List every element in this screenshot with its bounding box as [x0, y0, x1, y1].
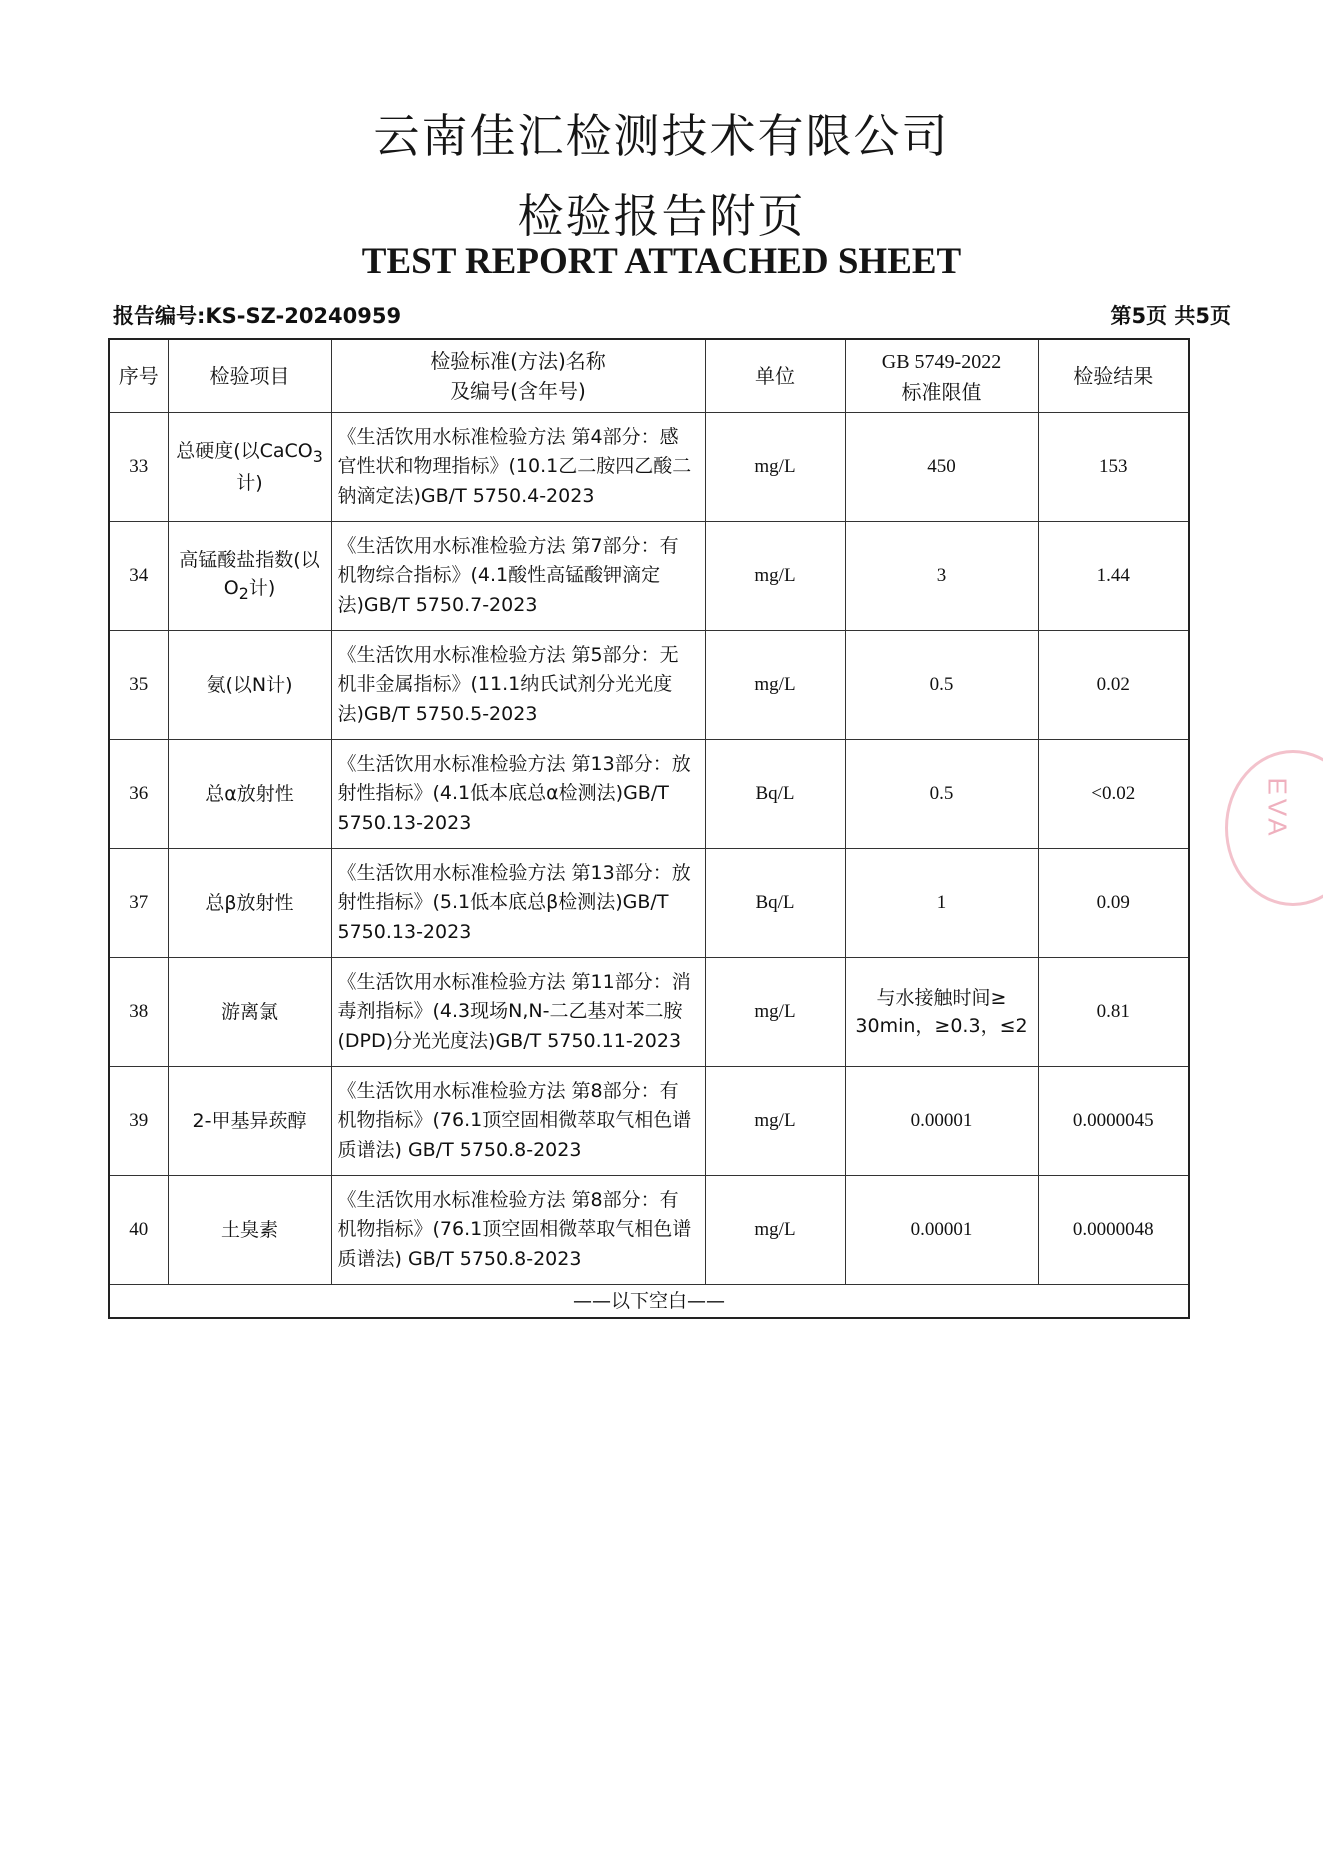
- cell-unit: mg/L: [705, 958, 845, 1067]
- col-header-limit-line1: GB 5749-2022: [881, 350, 1002, 373]
- cell-item-subscript: 2: [238, 584, 249, 604]
- cell-limit: 0.5: [845, 740, 1038, 849]
- sheet-title-en: TEST REPORT ATTACHED SHEET: [361, 241, 962, 282]
- cell-method: 《生活饮用水标准检验方法 第5部分：无机非金属指标》(11.1纳氏试剂分光光度法)GB/T 5750.5-2023: [331, 631, 705, 740]
- cell-item: [168, 413, 331, 522]
- table-row: [109, 740, 1189, 849]
- table-header-row: [109, 339, 1189, 413]
- table-row: [109, 413, 1189, 522]
- cell-method: 《生活饮用水标准检验方法 第8部分：有机物指标》(76.1顶空固相微萃取气相色谱质谱法) GB/T 5750.8-2023: [331, 1067, 705, 1176]
- test-results-table: [108, 338, 1190, 1319]
- cell-result: 0.0000045: [1038, 1067, 1189, 1176]
- cell-result: 1.44: [1038, 522, 1189, 631]
- cell-seq: 35: [109, 631, 168, 740]
- col-header-seq: 序号: [109, 339, 168, 413]
- cell-item-text: 总硬度(以CaCO: [176, 439, 313, 462]
- seal-stamp-text: EVA: [1262, 777, 1293, 840]
- cell-method: 《生活饮用水标准检验方法 第8部分：有机物指标》(76.1顶空固相微萃取气相色谱质谱法) GB/T 5750.8-2023: [331, 1176, 705, 1285]
- table-row: [109, 522, 1189, 631]
- cell-result: 0.0000048: [1038, 1176, 1189, 1285]
- cell-unit: mg/L: [705, 1067, 845, 1176]
- cell-limit: [845, 958, 1038, 1067]
- table-row: [109, 849, 1189, 958]
- cell-seq: 39: [109, 1067, 168, 1176]
- cell-limit: 0.00001: [845, 1067, 1038, 1176]
- table-row: [109, 631, 1189, 740]
- cell-result: 0.09: [1038, 849, 1189, 958]
- cell-item-text: 高锰酸盐指数(以O: [179, 548, 320, 600]
- cell-method: 《生活饮用水标准检验方法 第4部分：感官性状和物理指标》(10.1乙二胺四乙酸二钠滴定法)GB/T 5750.4-2023: [331, 413, 705, 522]
- cell-limit: 3: [845, 522, 1038, 631]
- cell-seq: 40: [109, 1176, 168, 1285]
- cell-unit: mg/L: [705, 413, 845, 522]
- col-header-standard: [331, 339, 705, 413]
- cell-method: 《生活饮用水标准检验方法 第7部分：有机物综合指标》(4.1酸性高锰酸钾滴定法)GB/T 5750.7-2023: [331, 522, 705, 631]
- company-name: 云南佳汇检测技术有限公司: [373, 109, 950, 163]
- cell-item: 游离氯: [168, 958, 331, 1067]
- cell-item-text-tail: 计): [236, 471, 263, 494]
- cell-limit-line2: 30min，≥0.3，≤2: [855, 1015, 1028, 1037]
- cell-method: 《生活饮用水标准检验方法 第13部分：放射性指标》(4.1低本底总α检测法)GB/T 5750.13-2023: [331, 740, 705, 849]
- cell-limit: 1: [845, 849, 1038, 958]
- cell-item: 总β放射性: [168, 849, 331, 958]
- col-header-item: 检验项目: [168, 339, 331, 413]
- cell-result: 0.81: [1038, 958, 1189, 1067]
- cell-limit: 0.5: [845, 631, 1038, 740]
- cell-item-text-tail: 计): [248, 577, 276, 600]
- cell-seq: 34: [109, 522, 168, 631]
- cell-item: 总α放射性: [168, 740, 331, 849]
- table-row: [109, 1176, 1189, 1285]
- cell-item: 2-甲基异莰醇: [168, 1067, 331, 1176]
- blank-below-note: ——以下空白——: [109, 1285, 1189, 1319]
- cell-limit: 0.00001: [845, 1176, 1038, 1285]
- cell-unit: Bq/L: [705, 849, 845, 958]
- sheet-title-cn: 检验报告附页: [517, 189, 806, 243]
- report-number: 报告编号:KS-SZ-20240959: [113, 304, 402, 328]
- col-header-standard-line1: 检验标准(方法)名称: [430, 349, 606, 373]
- col-header-result: 检验结果: [1038, 339, 1189, 413]
- col-header-limit-line2: 标准限值: [901, 379, 982, 404]
- cell-result: 153: [1038, 413, 1189, 522]
- cell-unit: mg/L: [705, 1176, 845, 1285]
- cell-unit: mg/L: [705, 631, 845, 740]
- cell-limit-line1: 与水接触时间≥: [876, 986, 1007, 1009]
- page-indicator: 第5页 共5页: [1110, 304, 1231, 328]
- cell-result: <0.02: [1038, 740, 1189, 849]
- cell-item: [168, 522, 331, 631]
- cell-seq: 37: [109, 849, 168, 958]
- cell-method: 《生活饮用水标准检验方法 第13部分：放射性指标》(5.1低本底总β检测法)GB/T 5750.13-2023: [331, 849, 705, 958]
- col-header-standard-line2: 及编号(含年号): [450, 379, 586, 403]
- cell-seq: 38: [109, 958, 168, 1067]
- cell-result: 0.02: [1038, 631, 1189, 740]
- cell-limit: 450: [845, 413, 1038, 522]
- table-row: [109, 1067, 1189, 1176]
- cell-item: 土臭素: [168, 1176, 331, 1285]
- seal-stamp: [1225, 750, 1323, 906]
- cell-unit: Bq/L: [705, 740, 845, 849]
- col-header-limit: [845, 339, 1038, 413]
- col-header-unit: 单位: [705, 339, 845, 413]
- table-footer-row: [109, 1285, 1189, 1319]
- cell-method: 《生活饮用水标准检验方法 第11部分：消毒剂指标》(4.3现场N,N-二乙基对苯二胺(DPD)分光光度法)GB/T 5750.11-2023: [331, 958, 705, 1067]
- cell-seq: 33: [109, 413, 168, 522]
- cell-item: 氨(以N计): [168, 631, 331, 740]
- cell-seq: 36: [109, 740, 168, 849]
- cell-unit: mg/L: [705, 522, 845, 631]
- cell-item-subscript: 3: [312, 446, 323, 466]
- table-row: [109, 958, 1189, 1067]
